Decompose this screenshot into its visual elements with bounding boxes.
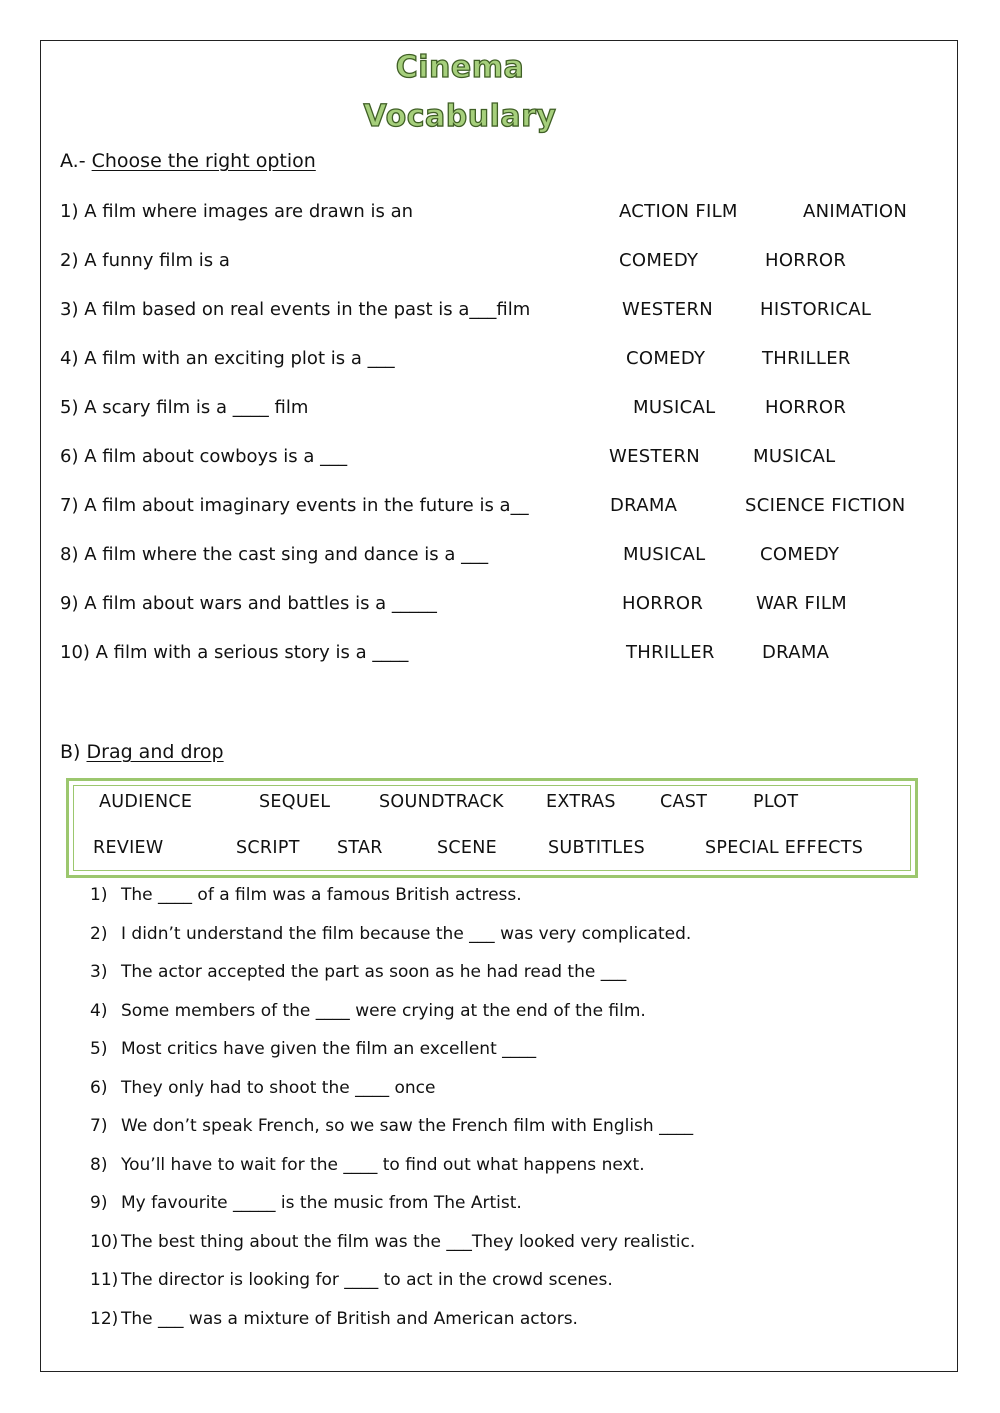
option-3b[interactable]: HISTORICAL bbox=[760, 299, 872, 320]
option-7a[interactable]: DRAMA bbox=[610, 495, 678, 516]
question-3: 3) A film based on real events in the past is a___film bbox=[60, 299, 531, 320]
word-review[interactable]: REVIEW bbox=[93, 838, 164, 858]
sentence-text: The director is looking for ____ to act in the crowd scenes. bbox=[121, 1270, 613, 1290]
option-3a[interactable]: WESTERN bbox=[622, 299, 714, 320]
section-b-prefix: B) bbox=[60, 741, 87, 763]
option-6a[interactable]: WESTERN bbox=[609, 446, 701, 467]
sentence-number: 3) bbox=[90, 962, 108, 982]
sentence-1 bbox=[90, 885, 522, 905]
word-special-effects[interactable]: SPECIAL EFFECTS bbox=[705, 838, 864, 858]
option-10b[interactable]: DRAMA bbox=[762, 642, 830, 663]
word-star[interactable]: STAR bbox=[337, 838, 383, 858]
sentence-text: The ___ was a mixture of British and American actors. bbox=[121, 1309, 578, 1329]
option-5b[interactable]: HORROR bbox=[765, 397, 847, 418]
option-2a[interactable]: COMEDY bbox=[619, 250, 699, 271]
sentence-text: My favourite _____ is the music from The Artist. bbox=[121, 1193, 522, 1213]
sentence-number: 5) bbox=[90, 1039, 108, 1059]
sentence-9 bbox=[90, 1193, 522, 1213]
sentence-12 bbox=[90, 1309, 578, 1329]
sentence-7 bbox=[90, 1116, 693, 1136]
word-cast[interactable]: CAST bbox=[660, 792, 708, 812]
section-a-title: Choose the right option bbox=[91, 150, 316, 172]
sentence-text: The ____ of a film was a famous British actress. bbox=[121, 885, 522, 905]
option-8b[interactable]: COMEDY bbox=[760, 544, 840, 565]
question-10: 10) A film with a serious story is a ____ bbox=[60, 642, 409, 663]
word-script[interactable]: SCRIPT bbox=[236, 838, 300, 858]
section-a-heading bbox=[60, 150, 316, 172]
sentence-3 bbox=[90, 962, 626, 982]
sentence-number: 6) bbox=[90, 1078, 108, 1098]
sentence-number: 1) bbox=[90, 885, 108, 905]
sentence-5 bbox=[90, 1039, 536, 1059]
word-scene[interactable]: SCENE bbox=[437, 838, 498, 858]
sentence-number: 9) bbox=[90, 1193, 108, 1213]
question-7: 7) A film about imaginary events in the future is a__ bbox=[60, 495, 529, 516]
section-a-prefix: A.- bbox=[60, 150, 92, 172]
section-b-title: Drag and drop bbox=[86, 741, 224, 763]
section-b-heading bbox=[60, 741, 224, 763]
question-8: 8) A film where the cast sing and dance is a ___ bbox=[60, 544, 489, 565]
sentence-11 bbox=[90, 1270, 613, 1290]
question-4: 4) A film with an exciting plot is a ___ bbox=[60, 348, 395, 369]
sentence-text: They only had to shoot the ____ once bbox=[121, 1078, 436, 1098]
sentence-number: 10) bbox=[90, 1232, 119, 1252]
question-2: 2) A funny film is a bbox=[60, 250, 230, 271]
option-8a[interactable]: MUSICAL bbox=[623, 544, 706, 565]
sentence-number: 4) bbox=[90, 1001, 108, 1021]
word-subtitles[interactable]: SUBTITLES bbox=[548, 838, 646, 858]
question-1: 1) A film where images are drawn is an bbox=[60, 201, 414, 222]
sentence-10 bbox=[90, 1232, 695, 1252]
word-audience[interactable]: AUDIENCE bbox=[99, 792, 193, 812]
sentence-number: 11) bbox=[90, 1270, 119, 1290]
option-9a[interactable]: HORROR bbox=[622, 593, 704, 614]
option-7b[interactable]: SCIENCE FICTION bbox=[745, 495, 906, 516]
option-2b[interactable]: HORROR bbox=[765, 250, 847, 271]
sentence-6 bbox=[90, 1078, 436, 1098]
sentence-number: 12) bbox=[90, 1309, 119, 1329]
sentence-text: You’ll have to wait for the ____ to find out what happens next. bbox=[121, 1155, 645, 1175]
word-soundtrack[interactable]: SOUNDTRACK bbox=[379, 792, 504, 812]
word-plot[interactable]: PLOT bbox=[753, 792, 799, 812]
word-sequel[interactable]: SEQUEL bbox=[259, 792, 331, 812]
sentence-2 bbox=[90, 924, 691, 944]
word-extras[interactable]: EXTRAS bbox=[546, 792, 616, 812]
sentence-text: Some members of the ____ were crying at the end of the film. bbox=[121, 1001, 646, 1021]
option-6b[interactable]: MUSICAL bbox=[753, 446, 836, 467]
sentence-number: 7) bbox=[90, 1116, 108, 1136]
question-6: 6) A film about cowboys is a ___ bbox=[60, 446, 348, 467]
option-4b[interactable]: THRILLER bbox=[762, 348, 851, 369]
worksheet-title-line-2: Vocabulary bbox=[363, 99, 557, 134]
sentence-8 bbox=[90, 1155, 645, 1175]
worksheet-title-line-1: Cinema bbox=[395, 50, 525, 85]
option-5a[interactable]: MUSICAL bbox=[633, 397, 716, 418]
option-10a[interactable]: THRILLER bbox=[626, 642, 715, 663]
sentence-4 bbox=[90, 1001, 646, 1021]
sentence-text: The actor accepted the part as soon as he had read the ___ bbox=[121, 962, 627, 982]
sentence-text: The best thing about the film was the ___They looked very realistic. bbox=[121, 1232, 696, 1252]
question-5: 5) A scary film is a ____ film bbox=[60, 397, 309, 418]
sentence-text: We don’t speak French, so we saw the French film with English ____ bbox=[121, 1116, 694, 1136]
sentence-text: Most critics have given the film an excellent ____ bbox=[121, 1039, 537, 1059]
option-1b[interactable]: ANIMATION bbox=[803, 201, 908, 222]
sentence-number: 8) bbox=[90, 1155, 108, 1175]
option-9b[interactable]: WAR FILM bbox=[756, 593, 847, 614]
sentence-number: 2) bbox=[90, 924, 108, 944]
question-9: 9) A film about wars and battles is a _____ bbox=[60, 593, 437, 614]
sentence-text: I didn’t understand the film because the ___ was very complicated. bbox=[121, 924, 692, 944]
option-4a[interactable]: COMEDY bbox=[626, 348, 706, 369]
option-1a[interactable]: ACTION FILM bbox=[619, 201, 738, 222]
